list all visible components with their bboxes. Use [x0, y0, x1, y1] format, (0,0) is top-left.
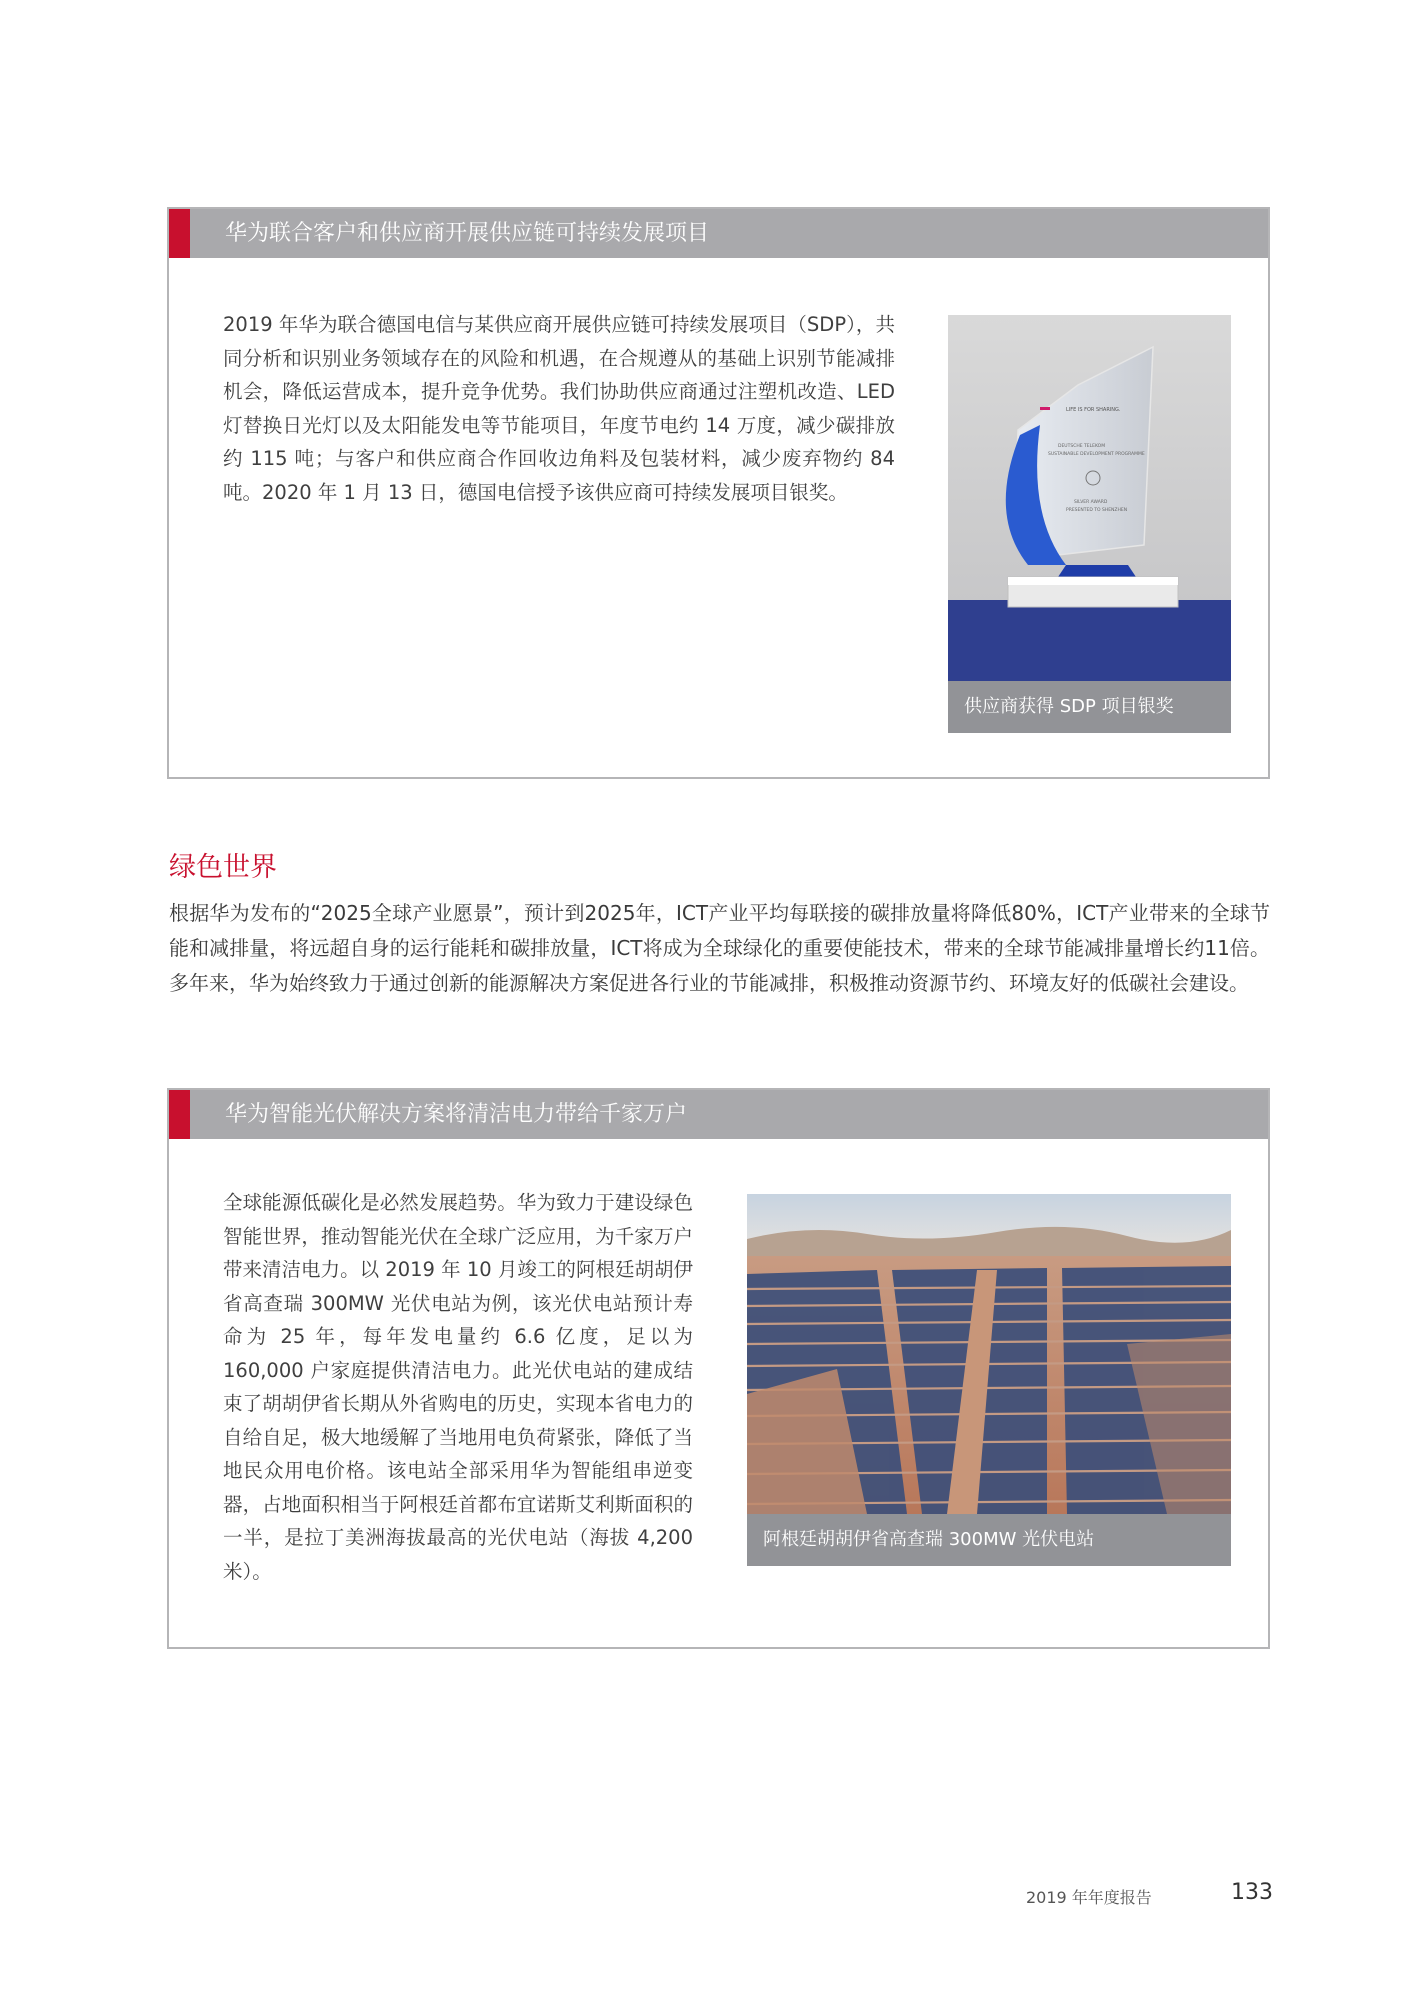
pv-paragraph: 全球能源低碳化是必然发展趋势。华为致力于建设绿色智能世界，推动智能光伏在全球广泛应用，为千家万户带来清洁电力。以 2019 年 10 月竣工的阿根廷胡胡伊省高查瑞 300MW 光伏电站为例，该光伏电站预计寿命为 25 年，每年发电量约 6.6 亿度，足以为 160,000 户家庭提供清洁电力。此光伏电站的建成结束了胡胡伊省长期从外省购电的历史，实现本省电力的自给自足，极大地缓解了当地用电负荷紧张，降低了当地民众用电价格。该电站全部采用华为智能组串逆变器，占地面积相当于阿根廷首都布宜诺斯艾利斯面积的一半，是拉丁美洲海拔最高的光伏电站（海拔 4,200 米）。 [223, 1191, 693, 1583]
footer-report-title: 2019 年年度报告 [1026, 1888, 1152, 1907]
section-body: 根据华为发布的“2025全球产业愿景”，预计到2025年，ICT产业平均每联接的碳排放量将降低80%，ICT产业带来的全球节能和减排量，将远超自身的运行能耗和碳排放量，ICT将成为全球绿化的重要使能技术，带来的全球节能减排量增长约11倍。多年来，华为始终致力于通过创新的能源解决方案促进各行业的节能减排，积极推动资源节约、环境友好的低碳社会建设。 [169, 901, 1270, 995]
award-photo [948, 315, 1231, 733]
trophy-image [948, 315, 1231, 681]
pv-plant-image [747, 1194, 1231, 1514]
award-photo-caption: 供应商获得 SDP 项目银奖 [948, 681, 1231, 733]
box-title: 华为联合客户和供应商开展供应链可持续发展项目 [225, 221, 710, 246]
box-title: 华为智能光伏解决方案将清洁电力带给千家万户 [225, 1102, 688, 1127]
trophy-lettering: SILVER AWARD [1074, 500, 1108, 505]
accent-bar [169, 1090, 190, 1139]
page-number: 133 [1231, 1880, 1273, 1905]
section-title: 绿色世界 [169, 852, 277, 883]
pv-plant-caption: 阿根廷胡胡伊省高查瑞 300MW 光伏电站 [747, 1514, 1231, 1566]
trophy-lettering: LIFE IS FOR SHARING. [1066, 407, 1121, 413]
trophy-lettering: DEUTSCHE TELEKOM [1058, 444, 1106, 449]
box-header [169, 1090, 1268, 1139]
trophy-lettering: PRESENTED TO SHENZHEN [1066, 508, 1128, 513]
sdp-project-box [167, 207, 1270, 779]
pv-solution-box [167, 1088, 1270, 1649]
sdp-paragraph: 2019 年华为联合德国电信与某供应商开展供应链可持续发展项目（SDP），共同分析和识别业务领域存在的风险和机遇，在合规遵从的基础上识别节能减排机会，降低运营成本，提升竞争优势。我们协助供应商通过注塑机改造、LED 灯替换日光灯以及太阳能发电等节能项目，年度节电约 14 万度，减少碳排放约 115 吨；与客户和供应商合作回收边角料及包装材料，减少废弃物约 84 吨。2020 年 1 月 13 日，德国电信授予该供应商可持续发展项目银奖。 [223, 313, 895, 504]
box-header [169, 209, 1268, 258]
trophy-lettering: SUSTAINABLE DEVELOPMENT PROGRAMME [1048, 452, 1145, 457]
accent-bar [169, 209, 190, 258]
pv-plant-photo [747, 1194, 1231, 1566]
